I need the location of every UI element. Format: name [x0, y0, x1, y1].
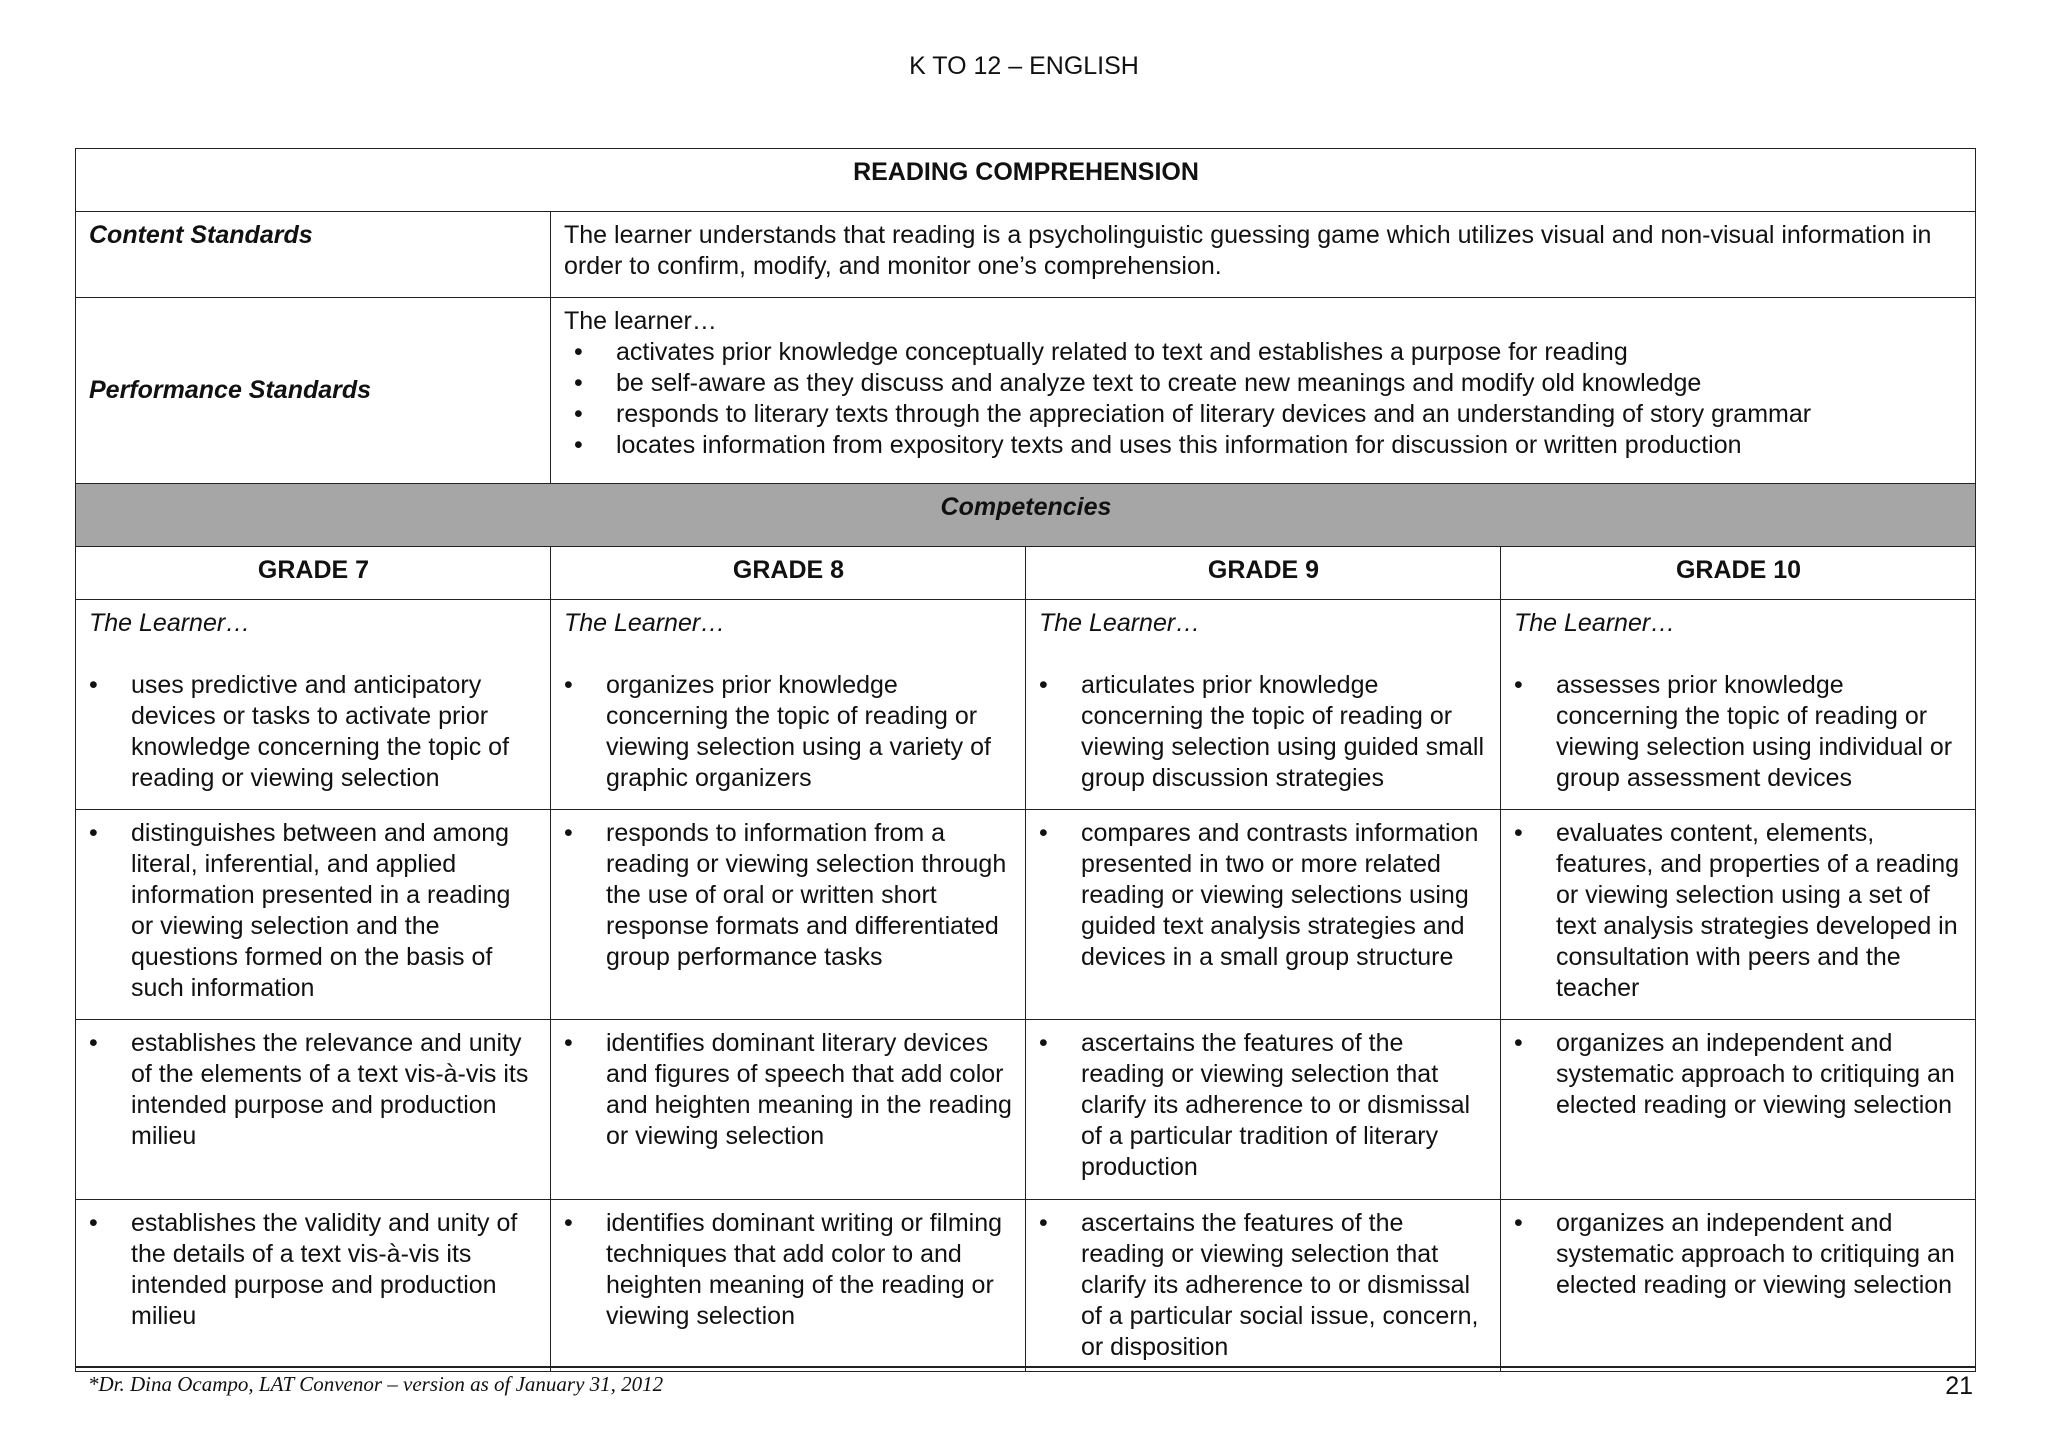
competency-item: • evaluates content, elements, features, and properties of a reading or viewing selection using a set of text analysis strategies developed in consultation with peers and the teacher [1514, 818, 1963, 1004]
competency-item: • identifies dominant literary devices and figures of speech that add color and heighten meaning in the reading or viewing selection [564, 1028, 1013, 1152]
competency-item: • distinguishes between and among literal, inferential, and applied information presented in a reading or viewing selection and the questions formed on the basis of such information [89, 818, 538, 1004]
competency-item: • uses predictive and anticipatory devices or tasks to activate prior knowledge concerning the topic of reading or viewing selection [89, 670, 538, 794]
competency-item: • ascertains the features of the reading or viewing selection that clarify its adherence to or dismissal of a particular social issue, concern, or disposition [1039, 1208, 1488, 1363]
grade-7-cell [76, 810, 551, 1020]
table-row [76, 1020, 1976, 1200]
competency-item: • assesses prior knowledge concerning the topic of reading or viewing selection using individual or group assessment devices [1514, 670, 1963, 794]
page-header: K TO 12 – ENGLISH [909, 52, 1139, 80]
grade-10-cell [1501, 600, 1976, 810]
performance-standards-label: Performance Standards [76, 298, 551, 484]
table-row [76, 810, 1976, 1020]
learner-label: The Learner… [1514, 609, 1676, 637]
list-item: • locates information from expository texts and uses this information for discussion or written production [564, 430, 1963, 461]
learner-label: The Learner… [89, 609, 251, 637]
competency-item: • compares and contrasts information presented in two or more related reading or viewing selections using guided text analysis strategies and devices in a small group structure [1039, 818, 1488, 973]
competency-item: • organizes prior knowledge concerning the topic of reading or viewing selection using a variety of graphic organizers [564, 670, 1013, 794]
grade-8-cell [551, 600, 1026, 810]
reading-comprehension-table [75, 148, 1976, 1372]
footer-divider [75, 1366, 1975, 1368]
grade-10-cell [1501, 1200, 1976, 1372]
performance-standards-intro: The learner… [564, 307, 717, 335]
grade-8-cell [551, 1200, 1026, 1372]
grade-9-cell [1026, 1020, 1501, 1200]
grade-7-cell [76, 600, 551, 810]
page-number: 21 [1945, 1372, 1973, 1400]
performance-standards-list [564, 337, 1963, 461]
grade-10-cell [1501, 1020, 1976, 1200]
footer-note: *Dr. Dina Ocampo, LAT Convenor – version as of January 31, 2012 [88, 1372, 664, 1396]
competency-item: • identifies dominant writing or filming techniques that add color to and heighten meaning of the reading or viewing selection [564, 1208, 1013, 1332]
table-title: READING COMPREHENSION [76, 149, 1976, 212]
grade-7-cell [76, 1020, 551, 1200]
grade-7-heading: GRADE 7 [76, 547, 551, 600]
competency-item: • organizes an independent and systematic approach to critiquing an elected reading or viewing selection [1514, 1028, 1963, 1121]
grade-9-cell [1026, 600, 1501, 810]
grade-7-cell [76, 1200, 551, 1372]
competencies-heading: Competencies [76, 484, 1976, 547]
grade-9-cell [1026, 1200, 1501, 1372]
competency-item: • articulates prior knowledge concerning the topic of reading or viewing selection using guided small group discussion strategies [1039, 670, 1488, 794]
list-item: • activates prior knowledge conceptually related to text and establishes a purpose for reading [564, 337, 1963, 368]
grade-8-cell [551, 810, 1026, 1020]
learner-label: The Learner… [1039, 609, 1201, 637]
grade-8-heading: GRADE 8 [551, 547, 1026, 600]
table-row [76, 1200, 1976, 1372]
grade-9-heading: GRADE 9 [1026, 547, 1501, 600]
grade-9-cell [1026, 810, 1501, 1020]
table-row [76, 600, 1976, 810]
performance-standards-cell [551, 298, 1976, 484]
list-item: • responds to literary texts through the appreciation of literary devices and an understanding of story grammar [564, 399, 1963, 430]
list-item: • be self-aware as they discuss and analyze text to create new meanings and modify old knowledge [564, 368, 1963, 399]
content-standards-text: The learner understands that reading is a psycholinguistic guessing game which utilizes visual and non-visual information in order to confirm, modify, and monitor one’s comprehension. [551, 212, 1976, 298]
content-standards-label: Content Standards [76, 212, 551, 298]
grade-10-cell [1501, 810, 1976, 1020]
competency-item: • responds to information from a reading or viewing selection through the use of oral or written short response formats and differentiated group performance tasks [564, 818, 1013, 973]
grade-10-heading: GRADE 10 [1501, 547, 1976, 600]
competency-item: • organizes an independent and systematic approach to critiquing an elected reading or viewing selection [1514, 1208, 1963, 1301]
learner-label: The Learner… [564, 609, 726, 637]
grade-8-cell [551, 1020, 1026, 1200]
competency-item: • ascertains the features of the reading or viewing selection that clarify its adherence to or dismissal of a particular tradition of literary production [1039, 1028, 1488, 1183]
competency-item: • establishes the validity and unity of the details of a text vis-à-vis its intended purpose and production milieu [89, 1208, 538, 1332]
competency-item: • establishes the relevance and unity of the elements of a text vis-à-vis its intended purpose and production milieu [89, 1028, 538, 1152]
